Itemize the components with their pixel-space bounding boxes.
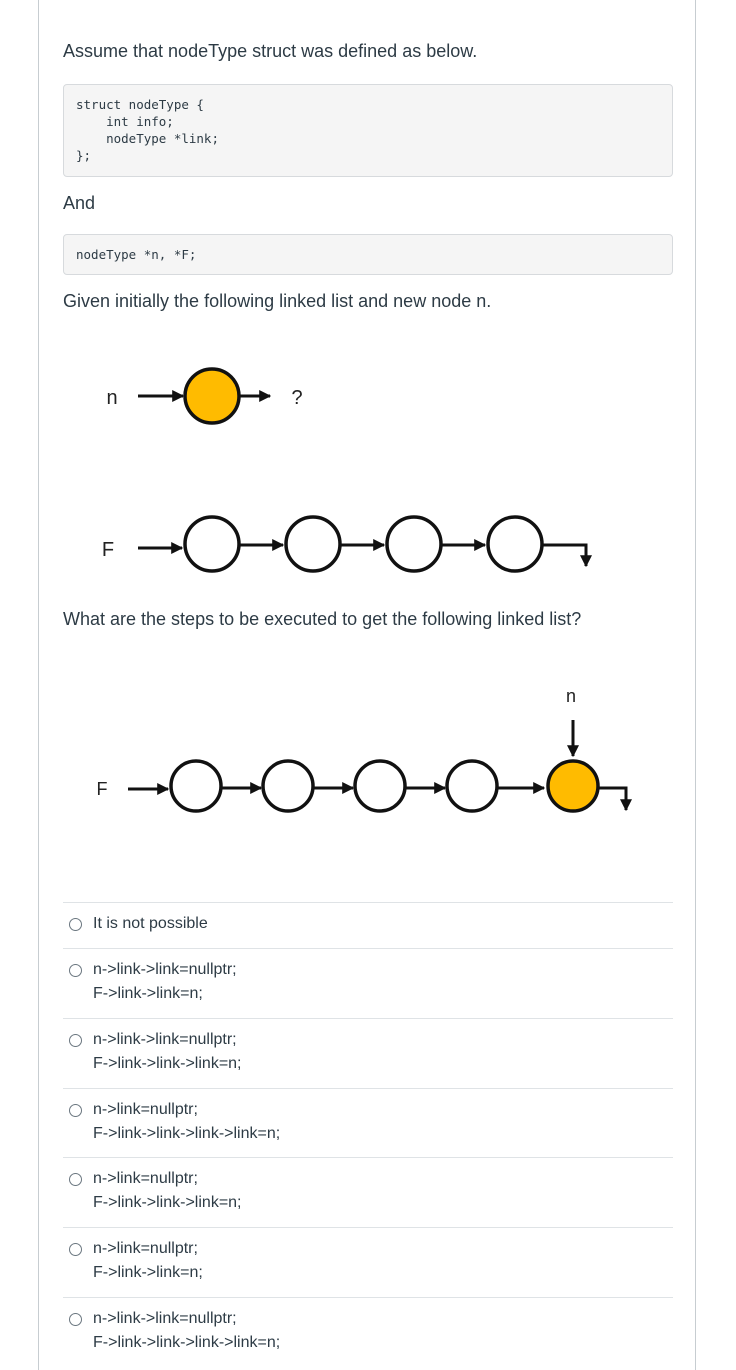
answer-line: n->link->link=nullptr; xyxy=(93,961,237,978)
list-node xyxy=(171,761,221,811)
answer-option-4[interactable] xyxy=(63,1088,673,1157)
declaration-code-block: nodeType *n, *F; xyxy=(63,234,673,275)
answer-line: F->link->link=n; xyxy=(93,1264,203,1281)
ask-text: What are the steps to be executed to get the following linked list? xyxy=(63,609,582,629)
answer-line: n->link=nullptr; xyxy=(93,1170,198,1187)
radio-button[interactable] xyxy=(69,1313,82,1326)
node-n xyxy=(548,761,598,811)
answer-line: F->link->link->link=n; xyxy=(93,1055,242,1072)
list-node xyxy=(263,761,313,811)
list-node xyxy=(355,761,405,811)
f-label: F xyxy=(96,779,108,799)
answer-option-2[interactable] xyxy=(63,948,673,1018)
n-label: n xyxy=(565,686,577,706)
answer-line: n->link=nullptr; xyxy=(93,1240,198,1257)
radio-button[interactable] xyxy=(69,1173,82,1186)
given-text: Given initially the following linked list and new node n. xyxy=(63,291,492,311)
radio-button[interactable] xyxy=(69,1243,82,1256)
answer-list xyxy=(63,902,673,1367)
radio-button[interactable] xyxy=(69,1104,82,1117)
answer-option-1[interactable] xyxy=(63,902,673,948)
radio-button[interactable] xyxy=(69,964,82,977)
answer-option-7[interactable] xyxy=(63,1297,673,1367)
answer-line: F->link->link->link->link=n; xyxy=(93,1125,281,1142)
n-label: n xyxy=(106,387,118,409)
unknown-label: ? xyxy=(291,387,303,409)
answer-line: n->link=nullptr; xyxy=(93,1101,198,1118)
struct-code-block: struct nodeType { int info; nodeType *link; }; xyxy=(63,84,673,177)
answer-option-6[interactable] xyxy=(63,1227,673,1297)
answer-option-3[interactable] xyxy=(63,1018,673,1088)
answer-line: F->link->link->link=n; xyxy=(93,1194,242,1211)
answer-line: F->link->link=n; xyxy=(93,985,203,1002)
answer-line: F->link->link->link->link=n; xyxy=(93,1334,281,1351)
radio-button[interactable] xyxy=(69,1034,82,1047)
and-text: And xyxy=(63,193,96,213)
answer-line: n->link->link=nullptr; xyxy=(93,1031,237,1048)
answer-line: n->link->link=nullptr; xyxy=(93,1310,237,1327)
list-node xyxy=(447,761,497,811)
null-arrow xyxy=(599,788,626,810)
intro-text: Assume that nodeType struct was defined as below. xyxy=(63,41,478,61)
answer-option-5[interactable] xyxy=(63,1157,673,1227)
answer-line: It is not possible xyxy=(93,915,208,932)
f-label: F xyxy=(101,539,115,561)
radio-button[interactable] xyxy=(69,918,82,931)
